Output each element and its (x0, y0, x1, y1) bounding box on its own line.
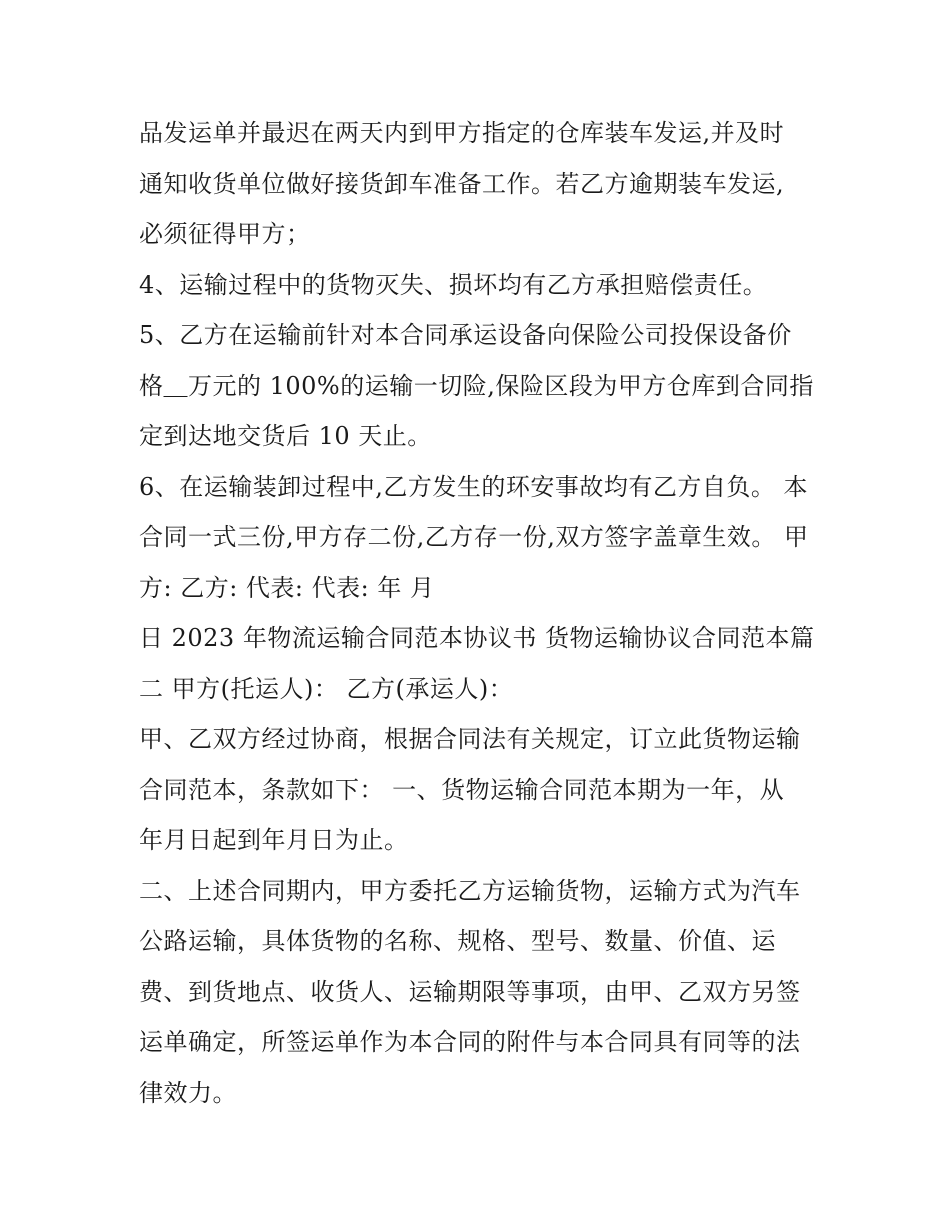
text-line: 二 甲方(托运人)： 乙方(承运人)： (139, 674, 514, 703)
text-line: 合同一式三份,甲方存二份,乙方存一份,双方签字盖章生效。 甲 (139, 523, 809, 551)
text-line: 通知收货单位做好接货卸车准备工作。若乙方逾期装车发运, (139, 169, 785, 198)
text-line: 4、运输过程中的货物灭失、损坏均有乙方承担赔偿责任。 (139, 270, 768, 299)
text-line: 5、乙方在运输前针对本合同承运设备向保险公司投保设备价 (139, 321, 792, 349)
text-line: 二、上述合同期内，甲方委托乙方运输货物，运输方式为汽车 (139, 876, 801, 905)
text-line: 费、到货地点、收货人、运输期限等事项，由甲、乙双方另签 (139, 977, 801, 1006)
text-line: 6、在运输装卸过程中,乙方发生的环安事故均有乙方自负。 本 (139, 472, 809, 501)
text-line: 必须征得甲方； (139, 220, 311, 248)
text-line: 甲、乙双方经过协商，根据合同法有关规定，订立此货物运输 (139, 725, 801, 753)
contract-text (139, 108, 819, 1118)
text-line: 方: 乙方: 代表: 代表: 年 月 (139, 573, 435, 602)
text-line: 合同范本，条款如下： 一、货物运输合同范本期为一年，从 (139, 775, 785, 804)
text-line: 律效力。 (139, 1078, 237, 1107)
text-line: 品发运单并最迟在两天内到甲方指定的仓库装车发运,并及时 (139, 119, 785, 147)
text-line: 日 2023 年物流运输合同范本协议书 货物运输协议合同范本篇 (139, 624, 815, 652)
text-line: 公路运输，具体货物的名称、规格、型号、数量、价值、运 (139, 927, 776, 955)
text-line: 运单确定，所签运单作为本合同的附件与本合同具有同等的法 (139, 1028, 801, 1056)
text-line: 格＿万元的 100%的运输一切险,保险区段为甲方仓库到合同指 (139, 371, 814, 400)
text-line: 定到达地交货后 10 天止。 (139, 422, 432, 450)
text-line: 年月日起到年月日为止。 (139, 826, 409, 854)
